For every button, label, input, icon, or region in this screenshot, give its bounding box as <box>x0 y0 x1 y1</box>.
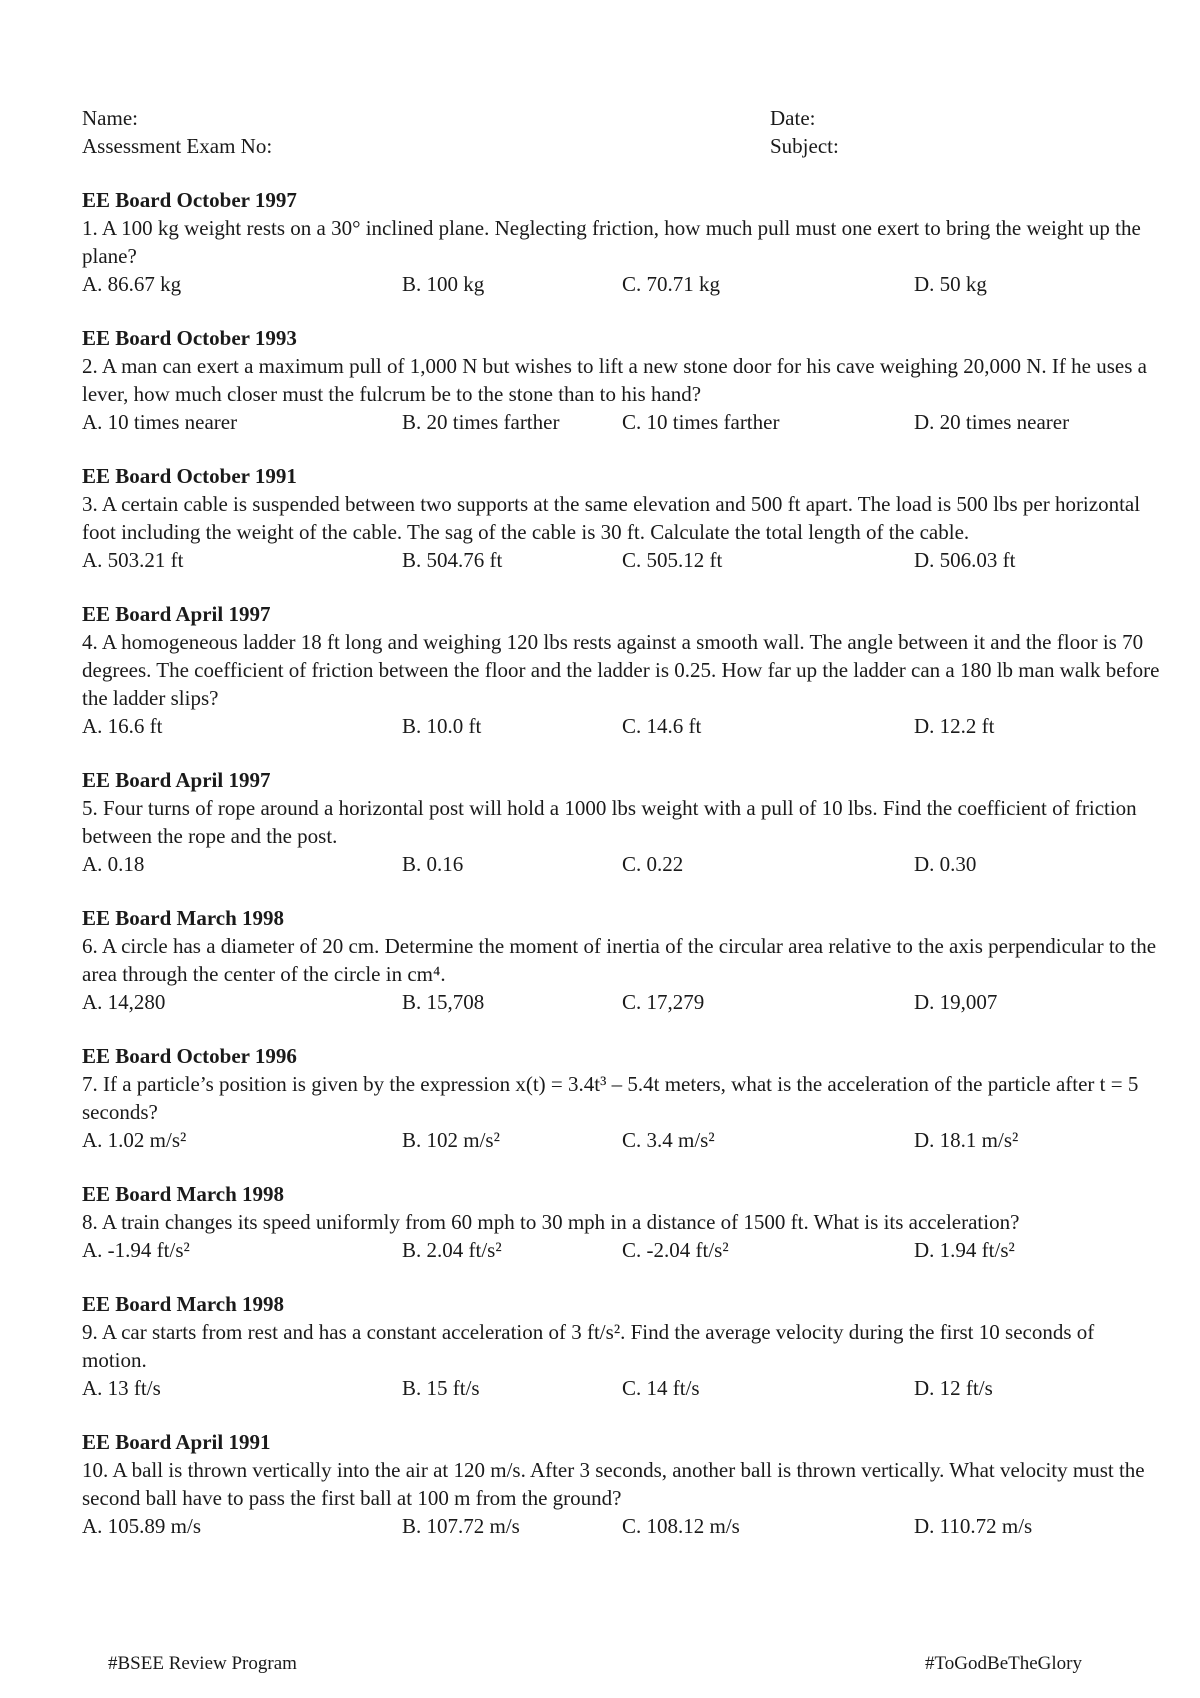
answer-choices <box>82 1512 1162 1540</box>
choice-b: B. 10.0 ft <box>402 714 482 738</box>
choice-b: B. 102 m/s² <box>402 1128 500 1152</box>
exam-number-label: Assessment Exam No: <box>82 134 273 158</box>
question-3 <box>82 462 1162 574</box>
choice-a: A. 14,280 <box>82 990 166 1014</box>
choice-d: D. 18.1 m/s² <box>914 1128 1019 1152</box>
date-label: Date: <box>770 106 816 130</box>
choice-d: D. 19,007 <box>914 990 998 1014</box>
question-9 <box>82 1290 1162 1402</box>
choice-d: D. 1.94 ft/s² <box>914 1238 1015 1262</box>
choice-b: B. 15,708 <box>402 990 485 1014</box>
answer-choices <box>82 1236 1162 1264</box>
name-label: Name: <box>82 106 138 130</box>
answer-choices <box>82 1126 1162 1154</box>
question-stem: 7. If a particle’s position is given by the expression x(t) = 3.4t³ – 5.4t meters, what is the acceleration of the particle after t = 5 seconds? <box>82 1072 1139 1124</box>
choice-c: C. 14.6 ft <box>622 714 702 738</box>
question-stem: 3. A certain cable is suspended between two supports at the same elevation and 500 ft apart. The load is 500 lbs per horizontal foot including the weight of the cable. The sag of the cable is 30 ft. Calculate the total length of the cable. <box>82 492 1141 544</box>
question-stem: 10. A ball is thrown vertically into the air at 120 m/s. After 3 seconds, another ball is thrown vertically. What velocity must the second ball have to pass the first ball at 100 m from the ground? <box>82 1458 1145 1510</box>
choice-d: D. 506.03 ft <box>914 548 1016 572</box>
choice-c: C. 3.4 m/s² <box>622 1128 715 1152</box>
question-stem: 2. A man can exert a maximum pull of 1,000 N but wishes to lift a new stone door for his cave weighing 20,000 N. If he uses a lever, how much closer must the fulcrum be to the stone than to his hand? <box>82 354 1147 406</box>
choice-b: B. 15 ft/s <box>402 1376 480 1400</box>
question-stem: 4. A homogeneous ladder 18 ft long and weighing 120 lbs rests against a smooth wall. The angle between it and the floor is 70 degrees. The coefficient of friction between the floor and the ladder is 0.25. How far up the ladder can a 180 lb man walk before the ladder slips? <box>82 630 1160 710</box>
choice-d: D. 50 kg <box>914 272 987 296</box>
question-7 <box>82 1042 1162 1154</box>
choice-c: C. 108.12 m/s <box>622 1514 740 1538</box>
choice-c: C. 17,279 <box>622 990 705 1014</box>
answer-choices <box>82 270 1162 298</box>
choice-c: C. 14 ft/s <box>622 1376 700 1400</box>
choice-d: D. 12 ft/s <box>914 1376 993 1400</box>
choice-d: D. 0.30 <box>914 852 977 876</box>
choice-a: A. -1.94 ft/s² <box>82 1238 190 1262</box>
choice-b: B. 107.72 m/s <box>402 1514 520 1538</box>
answer-choices <box>82 546 1162 574</box>
question-stem: 5. Four turns of rope around a horizontal post will hold a 1000 lbs weight with a pull of 10 lbs. Find the coefficient of friction between the rope and the post. <box>82 796 1137 848</box>
choice-a: A. 86.67 kg <box>82 272 182 296</box>
question-5 <box>82 766 1162 878</box>
choice-a: A. 13 ft/s <box>82 1376 161 1400</box>
choice-a: A. 105.89 m/s <box>82 1514 202 1538</box>
exam-header <box>82 104 1162 160</box>
question-10 <box>82 1428 1162 1540</box>
question-source: EE Board March 1998 <box>82 1292 285 1316</box>
question-source: EE Board October 1991 <box>82 464 297 488</box>
question-source: EE Board October 1997 <box>82 188 297 212</box>
question-source: EE Board October 1993 <box>82 326 297 350</box>
choice-d: D. 110.72 m/s <box>914 1514 1033 1538</box>
question-stem: 8. A train changes its speed uniformly from 60 mph to 30 mph in a distance of 1500 ft. What is its acceleration? <box>82 1210 1020 1234</box>
choice-c: C. -2.04 ft/s² <box>622 1238 729 1262</box>
choice-c: C. 0.22 <box>622 852 684 876</box>
question-source: EE Board April 1997 <box>82 602 271 626</box>
choice-b: B. 2.04 ft/s² <box>402 1238 502 1262</box>
choice-c: C. 10 times farther <box>622 410 780 434</box>
exam-page <box>82 104 1162 1540</box>
choice-c: C. 505.12 ft <box>622 548 723 572</box>
choice-a: A. 16.6 ft <box>82 714 163 738</box>
answer-choices <box>82 408 1162 436</box>
choice-a: A. 0.18 <box>82 852 145 876</box>
answer-choices <box>82 850 1162 878</box>
question-stem: 1. A 100 kg weight rests on a 30° inclined plane. Neglecting friction, how much pull must one exert to bring the weight up the plane? <box>82 216 1141 268</box>
choice-a: A. 10 times nearer <box>82 410 238 434</box>
question-6 <box>82 904 1162 1016</box>
footer-left: #BSEE Review Program <box>108 1653 297 1674</box>
choice-b: B. 20 times farther <box>402 410 560 434</box>
question-stem: 6. A circle has a diameter of 20 cm. Determine the moment of inertia of the circular area relative to the axis perpendicular to the area through the center of the circle in cm⁴. <box>82 934 1157 986</box>
choice-b: B. 0.16 <box>402 852 464 876</box>
question-source: EE Board March 1998 <box>82 1182 285 1206</box>
answer-choices <box>82 988 1162 1016</box>
answer-choices <box>82 1374 1162 1402</box>
choice-c: C. 70.71 kg <box>622 272 721 296</box>
question-1 <box>82 186 1162 298</box>
question-source: EE Board April 1991 <box>82 1430 271 1454</box>
subject-label: Subject: <box>770 134 839 158</box>
question-source: EE Board October 1996 <box>82 1044 297 1068</box>
answer-choices <box>82 712 1162 740</box>
question-source: EE Board April 1997 <box>82 768 271 792</box>
choice-d: D. 20 times nearer <box>914 410 1070 434</box>
question-4 <box>82 600 1162 740</box>
question-2 <box>82 324 1162 436</box>
question-list <box>82 186 1162 1540</box>
choice-a: A. 503.21 ft <box>82 548 184 572</box>
choice-d: D. 12.2 ft <box>914 714 995 738</box>
question-8 <box>82 1180 1162 1264</box>
footer-right: #ToGodBeTheGlory <box>925 1653 1082 1674</box>
choice-b: B. 504.76 ft <box>402 548 503 572</box>
question-source: EE Board March 1998 <box>82 906 285 930</box>
choice-b: B. 100 kg <box>402 272 485 296</box>
question-stem: 9. A car starts from rest and has a constant acceleration of 3 ft/s². Find the average velocity during the first 10 seconds of motion. <box>82 1320 1095 1372</box>
choice-a: A. 1.02 m/s² <box>82 1128 187 1152</box>
